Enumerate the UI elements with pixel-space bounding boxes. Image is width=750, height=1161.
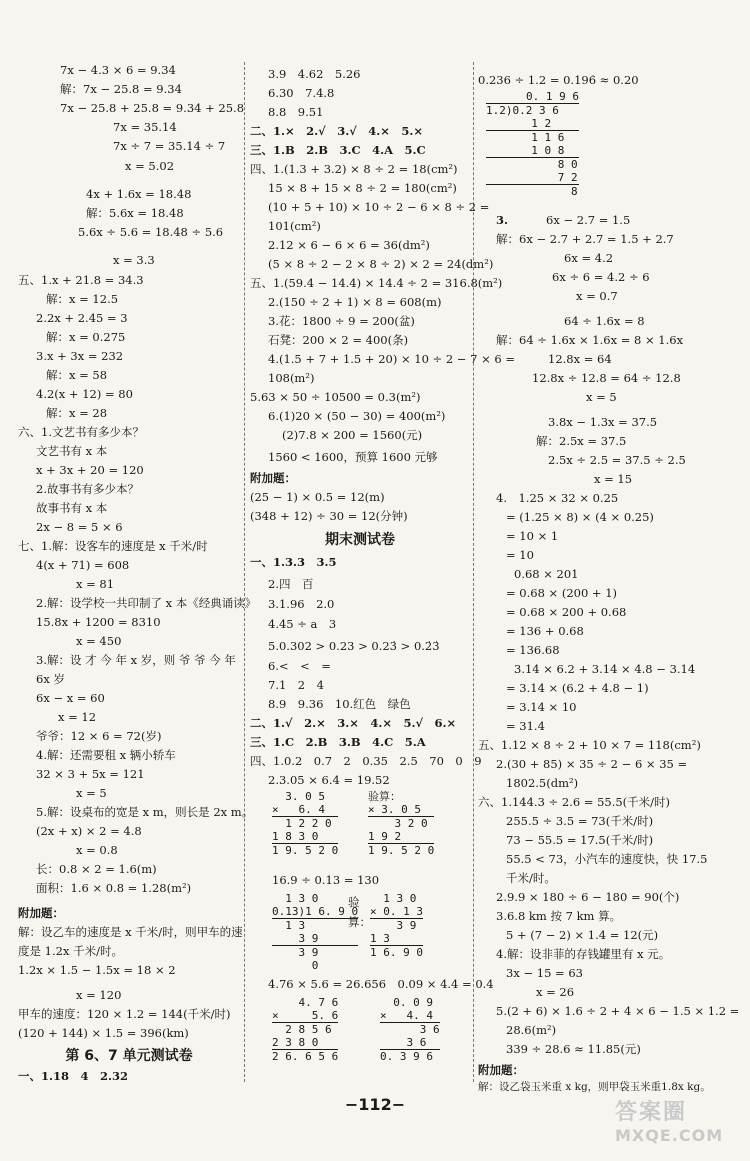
answer-column-3 (478, 62, 740, 1077)
answer-line: 解：6x − 2.7 + 2.7 = 1.5 + 2.7 (496, 232, 674, 246)
answer-line: 6x − x = 60 (36, 691, 105, 705)
answer-line: 四、1.0.2 0.7 2 0.35 2.5 70 0 9 (250, 754, 482, 768)
answer-line: x = 5 (76, 786, 107, 800)
answer-line: x = 26 (536, 985, 575, 999)
answer-line: 2.解：设学校一共印制了 x 本《经典诵读》 (36, 596, 257, 610)
answer-line: 3.14 × 6.2 + 3.14 × 4.8 − 3.14 (514, 662, 696, 676)
calc-row: 0 (272, 959, 319, 972)
calc-row: 3 6 (380, 1036, 440, 1050)
calc-row: 1 9. 5 2 0 (272, 844, 339, 857)
answer-line: (2)7.8 × 200 = 1560(元) (282, 428, 423, 442)
answer-line: 3.9 4.62 5.26 (268, 67, 361, 81)
answer-line: = 0.68 × 200 + 0.68 (506, 605, 627, 619)
vertical-multiplication (272, 996, 338, 1063)
answer-line: 3.解：设 才 今 年 x 岁，则 爷 爷 今 年 (36, 653, 236, 667)
answer-line: 1.2x × 1.5 − 1.5x = 18 × 2 (18, 963, 176, 977)
answer-line: 2x − 8 = 5 × 6 (36, 520, 123, 534)
answer-line: 六、1.144.3 ÷ 2.6 = 55.5(千米/时) (478, 795, 671, 809)
calc-row: 1 1 6 (518, 131, 565, 144)
answer-line: 12.8x = 64 (548, 352, 612, 366)
answer-line: 7x ÷ 7 = 35.14 ÷ 7 (113, 139, 226, 153)
calc-row: 3 6 (380, 1023, 440, 1036)
answer-line: 3.8x − 1.3x = 37.5 (548, 415, 658, 429)
calc-row: × 5. 6 (272, 1009, 339, 1022)
answer-line: 4(x + 71) = 608 (36, 558, 130, 572)
section-title: 期末测试卷 (325, 532, 395, 548)
answer-line: (120 + 144) × 1.5 = 396(km) (18, 1026, 189, 1040)
answer-line: 6x 岁 (36, 672, 65, 686)
answer-line: 解：7x − 25.8 = 9.34 (60, 82, 182, 96)
answer-line: = 0.68 × (200 + 1) (506, 586, 618, 600)
calc-row: × 3. 0 5 (368, 803, 434, 817)
calc-row: 3 2 0 (368, 817, 428, 830)
watermark-logo (615, 1095, 740, 1147)
answer-line: 7x = 35.14 (113, 120, 177, 134)
answer-line: 6x = 4.2 (564, 251, 614, 265)
answer-line: = 31.4 (506, 719, 545, 733)
answer-line: 4.解：还需要租 x 辆小轿车 (36, 748, 176, 762)
answer-line: 长：0.8 × 2 = 1.6(m) (36, 862, 157, 876)
calc-row: 8 (518, 185, 578, 198)
answer-line: x = 5 (586, 390, 617, 404)
answer-line: 6x ÷ 6 = 4.2 ÷ 6 (552, 270, 650, 284)
watermark-url: MXQE.COM (615, 1126, 724, 1145)
answer-line: 2.(150 ÷ 2 + 1) × 8 = 608(m) (268, 295, 442, 309)
answer-line: x = 3.3 (113, 253, 155, 267)
answer-line: x + 3x + 20 = 120 (36, 463, 144, 477)
answer-line: 一、1.3.3 3.5 (250, 555, 337, 569)
calc-row: 1 9 2 (368, 830, 434, 844)
answer-line: 4.解：设非菲的存钱罐里有 x 元。 (496, 947, 671, 961)
calc-row: 1 3 (272, 919, 306, 932)
calc-row: 1 3 (370, 932, 423, 946)
calc-row: 1 8 3 0 (272, 830, 338, 844)
answer-line: 解：5.6x = 18.48 (86, 206, 184, 220)
answer-line: 3.1.96 2.0 (268, 597, 335, 611)
answer-line: x = 12 (58, 710, 97, 724)
answer-line: 5.(2 + 6) × 1.6 ÷ 2 + 4 × 6 − 1.5 × 1.2 = (496, 1004, 740, 1018)
answer-line: 1802.5(dm²) (506, 776, 579, 790)
answer-line: 339 ÷ 28.6 ≈ 11.85(元) (506, 1042, 641, 1056)
answer-line: 二、1.√ 2.× 3.× 4.× 5.√ 6.× (250, 716, 457, 730)
answer-line: 六、1.文艺书有多少本？ (18, 425, 144, 439)
answer-line: 解：64 ÷ 1.6x × 1.6x = 8 × 1.6x (496, 333, 684, 347)
answer-line: 2.四 百 (268, 577, 314, 591)
answer-line: 解：设乙袋玉米重 x kg，则甲袋玉米重1.8x kg。 (478, 1081, 711, 1093)
answer-line: (5 × 8 ÷ 2 − 2 × 8 ÷ 2) × 2 = 24(dm²) (268, 257, 494, 271)
calc-row: 0. 0 9 (380, 996, 433, 1009)
answer-line: 3.花：1800 ÷ 9 = 200(盆) (268, 314, 415, 328)
calc-row: 2 8 5 6 (272, 1023, 332, 1036)
calc-row: 0. 1 9 6 (486, 90, 579, 104)
answer-line: 4. 1.25 × 32 × 0.25 (496, 491, 619, 505)
answer-line: 七、1.解：设客车的速度是 x 千米/时 (18, 539, 208, 553)
answer-line: 五、1.(59.4 − 14.4) × 14.4 ÷ 2 = 316.8(m²) (250, 276, 503, 290)
answer-line: 55.5 < 73，小汽车的速度快，快 17.5 (506, 852, 708, 866)
calc-row: 验算： (368, 790, 401, 803)
answer-line: 4.76 × 5.6 = 26.656 0.09 × 4.4 = 0.4 (268, 977, 494, 991)
calc-row: 3 9 (370, 919, 417, 932)
section-heading: 附加题： (478, 1063, 524, 1077)
vertical-multiplication (380, 996, 440, 1063)
answer-line: 5.6x ÷ 5.6 = 18.48 ÷ 5.6 (78, 225, 224, 239)
calc-row: 3 9 (272, 932, 358, 946)
answer-line: 7x − 4.3 × 6 = 9.34 (60, 63, 176, 77)
vertical-multiplication (272, 790, 338, 857)
calc-row: × 6. 4 (272, 803, 338, 817)
answer-line: 五、1.x + 21.8 = 34.3 (18, 273, 144, 287)
column-divider-1 (244, 62, 245, 1082)
calc-row: 7 2 (486, 171, 579, 185)
calc-row: 1 3 0 (370, 892, 417, 905)
answer-line: 4.2(x + 12) = 80 (36, 387, 133, 401)
answer-line: 解：x = 28 (46, 406, 108, 420)
answer-line: = 136 + 0.68 (506, 624, 584, 638)
calc-row: 3 9 (272, 946, 319, 959)
calc-row: 1 0 8 (486, 144, 579, 158)
answer-line: 5.63 × 50 ÷ 10500 = 0.3(m²) (250, 390, 421, 404)
answer-line: 2.3.05 × 6.4 = 19.52 (268, 773, 390, 787)
answer-line: 6.< < = (268, 659, 331, 673)
answer-line: 0.68 × 201 (514, 567, 579, 581)
answer-line: 度是 1.2x 千米/时。 (18, 944, 123, 958)
answer-line: 7.1 2 4 (268, 678, 324, 692)
answer-line: = (1.25 × 8) × (4 × 0.25) (506, 510, 654, 524)
calc-row: 8 0 (518, 158, 578, 171)
calc-row: 1 2 (486, 117, 579, 131)
answer-line: x = 0.8 (76, 843, 118, 857)
answer-line: 文艺书有 x 本 (36, 444, 108, 458)
calc-row: × 4. 4 (380, 1009, 440, 1023)
answer-line: 5.0.302 > 0.23 > 0.23̇ > 0.2̇3̇ (268, 639, 440, 653)
answer-line: 2.故事书有多少本？ (36, 482, 139, 496)
section-heading: 附加题： (18, 906, 64, 920)
answer-line: 6.(1)20 × (50 − 30) = 400(m²) (268, 409, 446, 423)
answer-line: 64 ÷ 1.6x = 8 (564, 314, 645, 328)
answer-line: 解：x = 12.5 (46, 292, 119, 306)
answer-line: 3.6.8 km 按 7 km 算。 (496, 909, 622, 923)
answer-line: 面积：1.6 × 0.8 = 1.28(m²) (36, 881, 192, 895)
calc-row: 3. 0 5 (272, 790, 325, 803)
answer-line: 解：x = 58 (46, 368, 108, 382)
calc-row: 1 3 0 (272, 892, 319, 905)
answer-line: 1560 < 1600，预算 1600 元够 (268, 450, 438, 464)
answer-line: = 3.14 × (6.2 + 4.8 − 1) (506, 681, 649, 695)
answer-line: 2.12 × 6 − 6 × 6 = 36(dm²) (268, 238, 430, 252)
answer-line: 甲车的速度：120 × 1.2 = 144(千米/时) (18, 1007, 231, 1021)
answer-line: 2.5x ÷ 2.5 = 37.5 ÷ 2.5 (548, 453, 686, 467)
answer-line: 6x − 2.7 = 1.5 (546, 213, 631, 227)
answer-line: 石凳：200 × 2 = 400(条) (268, 333, 409, 347)
answer-line: 73 − 55.5 = 17.5(千米/时) (506, 833, 654, 847)
answer-line: 四、1.(1.3 + 3.2) × 8 ÷ 2 = 18(cm²) (250, 162, 458, 176)
answer-line: 5 + (7 − 2) × 1.4 = 12(元) (506, 928, 659, 942)
answer-line: 3. (496, 213, 509, 227)
calc-row: 1.2)0.2 3 6 (486, 104, 559, 117)
answer-line: x = 120 (76, 988, 122, 1002)
answer-line: 0.236 ÷ 1.2 = 0.196̇ ≈ 0.20 (478, 73, 639, 87)
answer-line: x = 81 (76, 577, 115, 591)
answer-line: 解：x = 0.275 (46, 330, 126, 344)
answer-line: 32 × 3 + 5x = 121 (36, 767, 145, 781)
answer-line: 千米/时。 (506, 871, 556, 885)
answer-line: (10 + 5 + 10) × 10 ÷ 2 − 6 × 8 ÷ 2 = (268, 200, 490, 214)
answer-line: 2.(30 + 85) × 35 ÷ 2 − 6 × 35 = (496, 757, 688, 771)
answer-line: 28.6(m²) (506, 1023, 557, 1037)
answer-line: 16.9 ÷ 0.13 = 130 (272, 873, 380, 887)
calc-row: 0. 3 9 6 (380, 1050, 433, 1063)
section-title: 第 6、7 单元测试卷 (65, 1048, 193, 1064)
answer-line: 7x − 25.8 + 25.8 = 9.34 + 25.8 (60, 101, 245, 115)
calc-row: 1 6. 9 0 (370, 946, 423, 959)
section-heading: 附加题： (250, 471, 296, 485)
answer-line: 三、1.C 2.B 3.B 4.C 5.A (250, 735, 426, 749)
vertical-check (368, 790, 434, 857)
answer-line: 解：设乙车的速度是 x 千米/时，则甲车的速 (18, 925, 243, 939)
answer-line: 二、1.× 2.√ 3.√ 4.× 5.× (250, 124, 424, 138)
watermark-text: 答案圈 (615, 1100, 688, 1125)
answer-line: = 3.14 × 10 (506, 700, 577, 714)
answer-line: 101(cm²) (268, 219, 321, 233)
answer-line: 6.30 7.4.8 (268, 86, 335, 100)
answer-line: 2.2x + 2.45 = 3 (36, 311, 128, 325)
calc-row: × 0. 1 3 (370, 905, 423, 918)
answer-line: 5.解：设桌布的宽是 x m，则长是 2x m。 (36, 805, 254, 819)
answer-line: x = 450 (76, 634, 122, 648)
answer-line: 12.8x ÷ 12.8 = 64 ÷ 12.8 (532, 371, 681, 385)
calc-row: 0.13)1 6. 9 0 (272, 905, 359, 918)
vertical-check (370, 892, 423, 959)
answer-line: 4.45 ÷ a 3 (268, 617, 337, 631)
answer-line: 2.9.9 × 180 ÷ 6 − 180 = 90(个) (496, 890, 680, 904)
vertical-division (486, 90, 579, 198)
answer-line: 一、1.18 4 2.32 (18, 1069, 129, 1083)
answer-line: x = 5.02 (125, 159, 175, 173)
answer-column-2 (250, 62, 515, 1072)
answer-line: x = 0.7 (576, 289, 618, 303)
answer-line: 255.5 ÷ 3.5 = 73(千米/时) (506, 814, 654, 828)
answer-line: 8.8 9.51 (268, 105, 324, 119)
calc-row: 2 3 8 0 (272, 1036, 338, 1050)
answer-line: 三、1.B 2.B 3.C 4.A 5.C (250, 143, 426, 157)
answer-line: (348 + 12) ÷ 30 = 12(分钟) (250, 509, 408, 523)
calc-label: 算： (348, 915, 371, 929)
answer-line: 爷爷：12 × 6 = 72(岁) (36, 729, 162, 743)
answer-line: 3.x + 3x = 232 (36, 349, 124, 363)
answer-line: 8.9 9.36 10.红色 绿色 (268, 697, 411, 711)
answer-line: = 136.68 (506, 643, 560, 657)
answer-line: 15 × 8 + 15 × 8 ÷ 2 = 180(cm²) (268, 181, 457, 195)
answer-line: = 10 × 1 (506, 529, 559, 543)
answer-line: x = 15 (594, 472, 633, 486)
answer-line: 108(m²) (268, 371, 315, 385)
answer-column-1 (18, 62, 257, 1083)
vertical-division (272, 892, 358, 972)
answer-line: 故事书有 x 本 (36, 501, 108, 515)
calc-row: 4. 7 6 (272, 996, 339, 1009)
calc-row: 2 6. 6 5 6 (272, 1050, 339, 1063)
answer-line: 15.8x + 1200 = 8310 (36, 615, 161, 629)
answer-line: (25 − 1) × 0.5 = 12(m) (250, 490, 385, 504)
answer-line: = 10 (506, 548, 534, 562)
answer-line: 解：2.5x = 37.5 (536, 434, 627, 448)
column-divider-2 (473, 62, 474, 1082)
page-number: −112− (344, 1095, 406, 1114)
answer-line: 4.(1.5 + 7 + 1.5 + 20) × 10 ÷ 2 − 7 × 6 = (268, 352, 515, 366)
answer-line: 五、1.12 × 8 ÷ 2 + 10 × 7 = 118(cm²) (478, 738, 701, 752)
calc-row: 1 2 2 0 (272, 817, 332, 830)
answer-line: (2x + x) × 2 = 4.8 (36, 824, 142, 838)
answer-line: 3x − 15 = 63 (506, 966, 583, 980)
calc-label: 验 (348, 895, 360, 909)
calc-row: 1 9. 5 2 0 (368, 844, 435, 857)
answer-line: 4x + 1.6x = 18.48 (86, 187, 192, 201)
